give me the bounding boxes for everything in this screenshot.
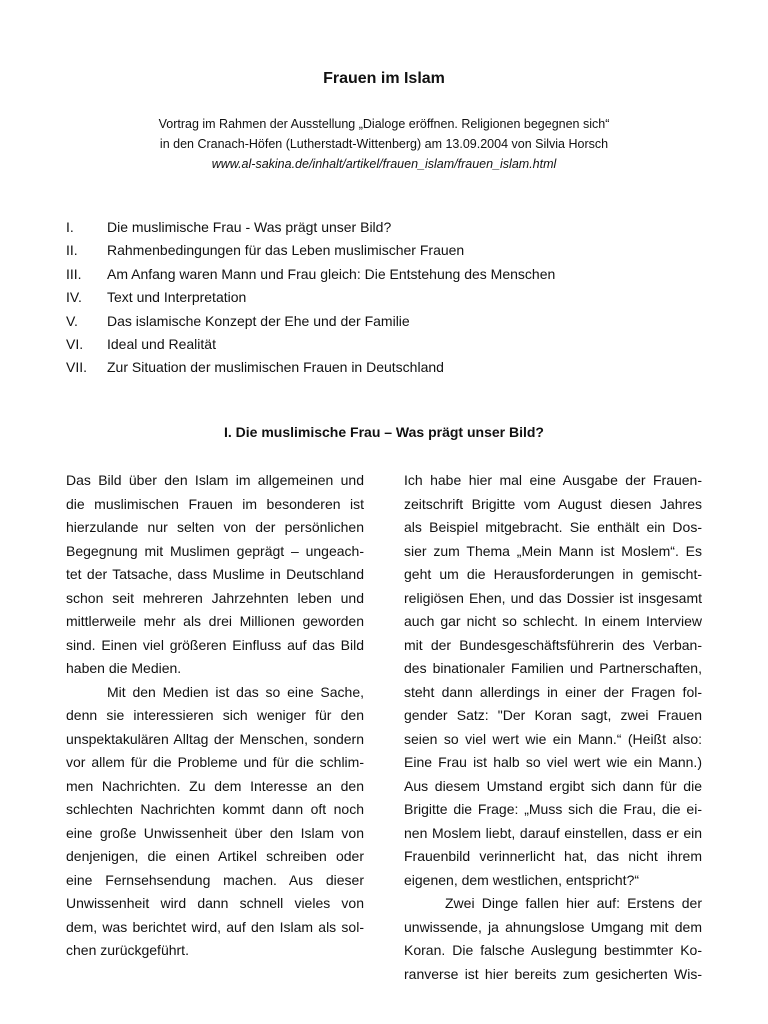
toc-item: [66, 263, 706, 286]
toc-label: Rahmenbedingungen für das Leben muslimischer Frauen: [107, 242, 465, 259]
text-line: sind. Einen viel größeren Einfluss auf das Bild: [66, 636, 364, 653]
text-line: religiösen Ehen, und das Dossier ist insgesamt: [404, 589, 702, 606]
text-line: men Nachrichten. Zu dem Interesse an den: [66, 777, 364, 794]
text-line: Brigitte die Frage: „Muss sich die Frau, die ei-: [404, 801, 702, 817]
table-of-contents: [66, 216, 706, 380]
text-line: dem, was berichtet wird, auf den Islam als sol-: [66, 918, 364, 935]
toc-item: [66, 286, 706, 309]
text-line: chen zurückgeführt.: [66, 942, 189, 958]
text-line: vor allem für die Probleme und für die schlim-: [66, 754, 364, 770]
text-line: denjenigen, die einen Artikel schreiben oder: [66, 848, 364, 864]
toc-label: Das islamische Konzept der Ehe und der Familie: [107, 312, 410, 329]
text-line: Aus diesem Umstand ergibt sich dann für die: [404, 777, 702, 794]
text-line: eine große Unwissenheit über den Islam von: [66, 824, 364, 841]
text-line: Eine Frau ist halb so viel wert wie ein Mann.): [404, 754, 702, 770]
text-line: Frauenbild verinnerlicht hat, das nicht ihrem: [404, 848, 702, 864]
text-line: als Beispiel mitgebracht. Sie enthält ein Dos-: [404, 519, 702, 535]
toc-number: I.: [66, 219, 74, 235]
text-line: mittlerweile mehr als drei Millionen geworden: [66, 613, 364, 629]
subtitle-line-2: in den Cranach-Höfen (Lutherstadt-Wittenberg) am 13.09.2004 von Silvia Horsch: [159, 137, 609, 151]
text-line: denn sie interessieren sich weniger für den: [66, 707, 364, 723]
text-line: schon seit mehreren Jahrzehnten leben und: [66, 589, 364, 606]
text-line: Mit den Medien ist das so eine Sache,: [107, 683, 364, 700]
toc-number: III.: [66, 265, 82, 282]
toc-item: [66, 333, 706, 356]
text-line: seien so viel wert wie ein Mann.“ (Heißt also:: [404, 730, 702, 747]
toc-item: [66, 310, 706, 333]
text-line: gender Satz: "Der Koran sagt, zwei Frauen: [404, 707, 702, 723]
text-line: tet der Tatsache, dass Muslime in Deutschland: [66, 566, 364, 582]
toc-label: Zur Situation der muslimischen Frauen in Deutschland: [107, 359, 444, 376]
text-line: hierzulande nur selten von der persönlichen: [66, 519, 364, 535]
text-line: sier zum Thema „Mein Mann ist Moslem“. Es: [404, 542, 702, 559]
text-line: Das Bild über den Islam im allgemeinen und: [66, 472, 364, 488]
text-line: auch gar nicht so schlecht. In einem Interview: [404, 613, 702, 629]
text-line: die muslimischen Frauen im besonderen ist: [66, 495, 364, 512]
toc-number: VII.: [66, 359, 88, 376]
toc-number: IV.: [66, 289, 82, 306]
text-line: zeitschrift Brigitte vom August diesen Jahres: [404, 495, 702, 512]
text-line: Ich habe hier mal eine Ausgabe der Frauen-: [404, 472, 702, 488]
toc-label: Die muslimische Frau - Was prägt unser Bild?: [107, 219, 392, 235]
text-line: Unwissenheit wird dann schnell vieles von: [66, 895, 364, 911]
toc-number: V.: [66, 312, 78, 329]
toc-item: [66, 216, 706, 239]
toc-label: Text und Interpretation: [107, 289, 247, 306]
section-heading: I. Die muslimische Frau – Was prägt unser Bild?: [223, 424, 544, 440]
toc-label: Ideal und Realität: [107, 335, 216, 352]
text-line: eigenen, dem westlichen, entspricht?“: [404, 871, 640, 888]
text-line: unspektakulären Alltag der Menschen, sondern: [66, 730, 364, 747]
text-line: unwissende, ja ahnungslose Umgang mit dem: [404, 918, 702, 935]
text-line: Begegnung mit Muslimen geprägt – ungeach-: [66, 542, 364, 559]
text-line: schlechten Nachrichten kommt dann oft noch: [66, 801, 364, 817]
text-line: eine Fernsehsendung machen. Aus dieser: [66, 871, 364, 888]
source-url: www.al-sakina.de/inhalt/artikel/frauen_islam/frauen_islam.html: [211, 157, 557, 171]
document-title: Frauen im Islam: [323, 70, 445, 87]
subtitle-line-1: Vortrag im Rahmen der Ausstellung „Dialoge eröffnen. Religionen begegnen sich“: [158, 117, 610, 131]
toc-label: Am Anfang waren Mann und Frau gleich: Die Entstehung des Menschen: [107, 265, 556, 282]
toc-number: II.: [66, 242, 78, 259]
text-line: Zwei Dinge fallen hier auf: Erstens der: [445, 895, 702, 911]
toc-item: [66, 356, 706, 379]
text-line: Koran. Die falsche Auslegung bestimmter Ko-: [404, 942, 702, 958]
text-line: geht um die Herausforderungen in gemischt-: [404, 566, 702, 582]
body-column-left: [66, 469, 364, 963]
text-line: nen Moslem liebt, darauf einstellen, dass er ein: [404, 824, 702, 841]
toc-item: [66, 239, 706, 262]
text-line: haben die Medien.: [66, 660, 182, 676]
text-line: mit der Bundesgeschäftsführerin des Verban-: [404, 636, 702, 653]
text-line: des binationaler Familien und Partnerschaften,: [404, 660, 702, 676]
text-line: steht dann allerdings in einer der Fragen fol-: [404, 683, 702, 700]
toc-number: VI.: [66, 335, 84, 352]
body-column-right: [404, 469, 702, 986]
text-line: ranverse ist hier bereits zum gesicherten Wis-: [404, 965, 702, 982]
